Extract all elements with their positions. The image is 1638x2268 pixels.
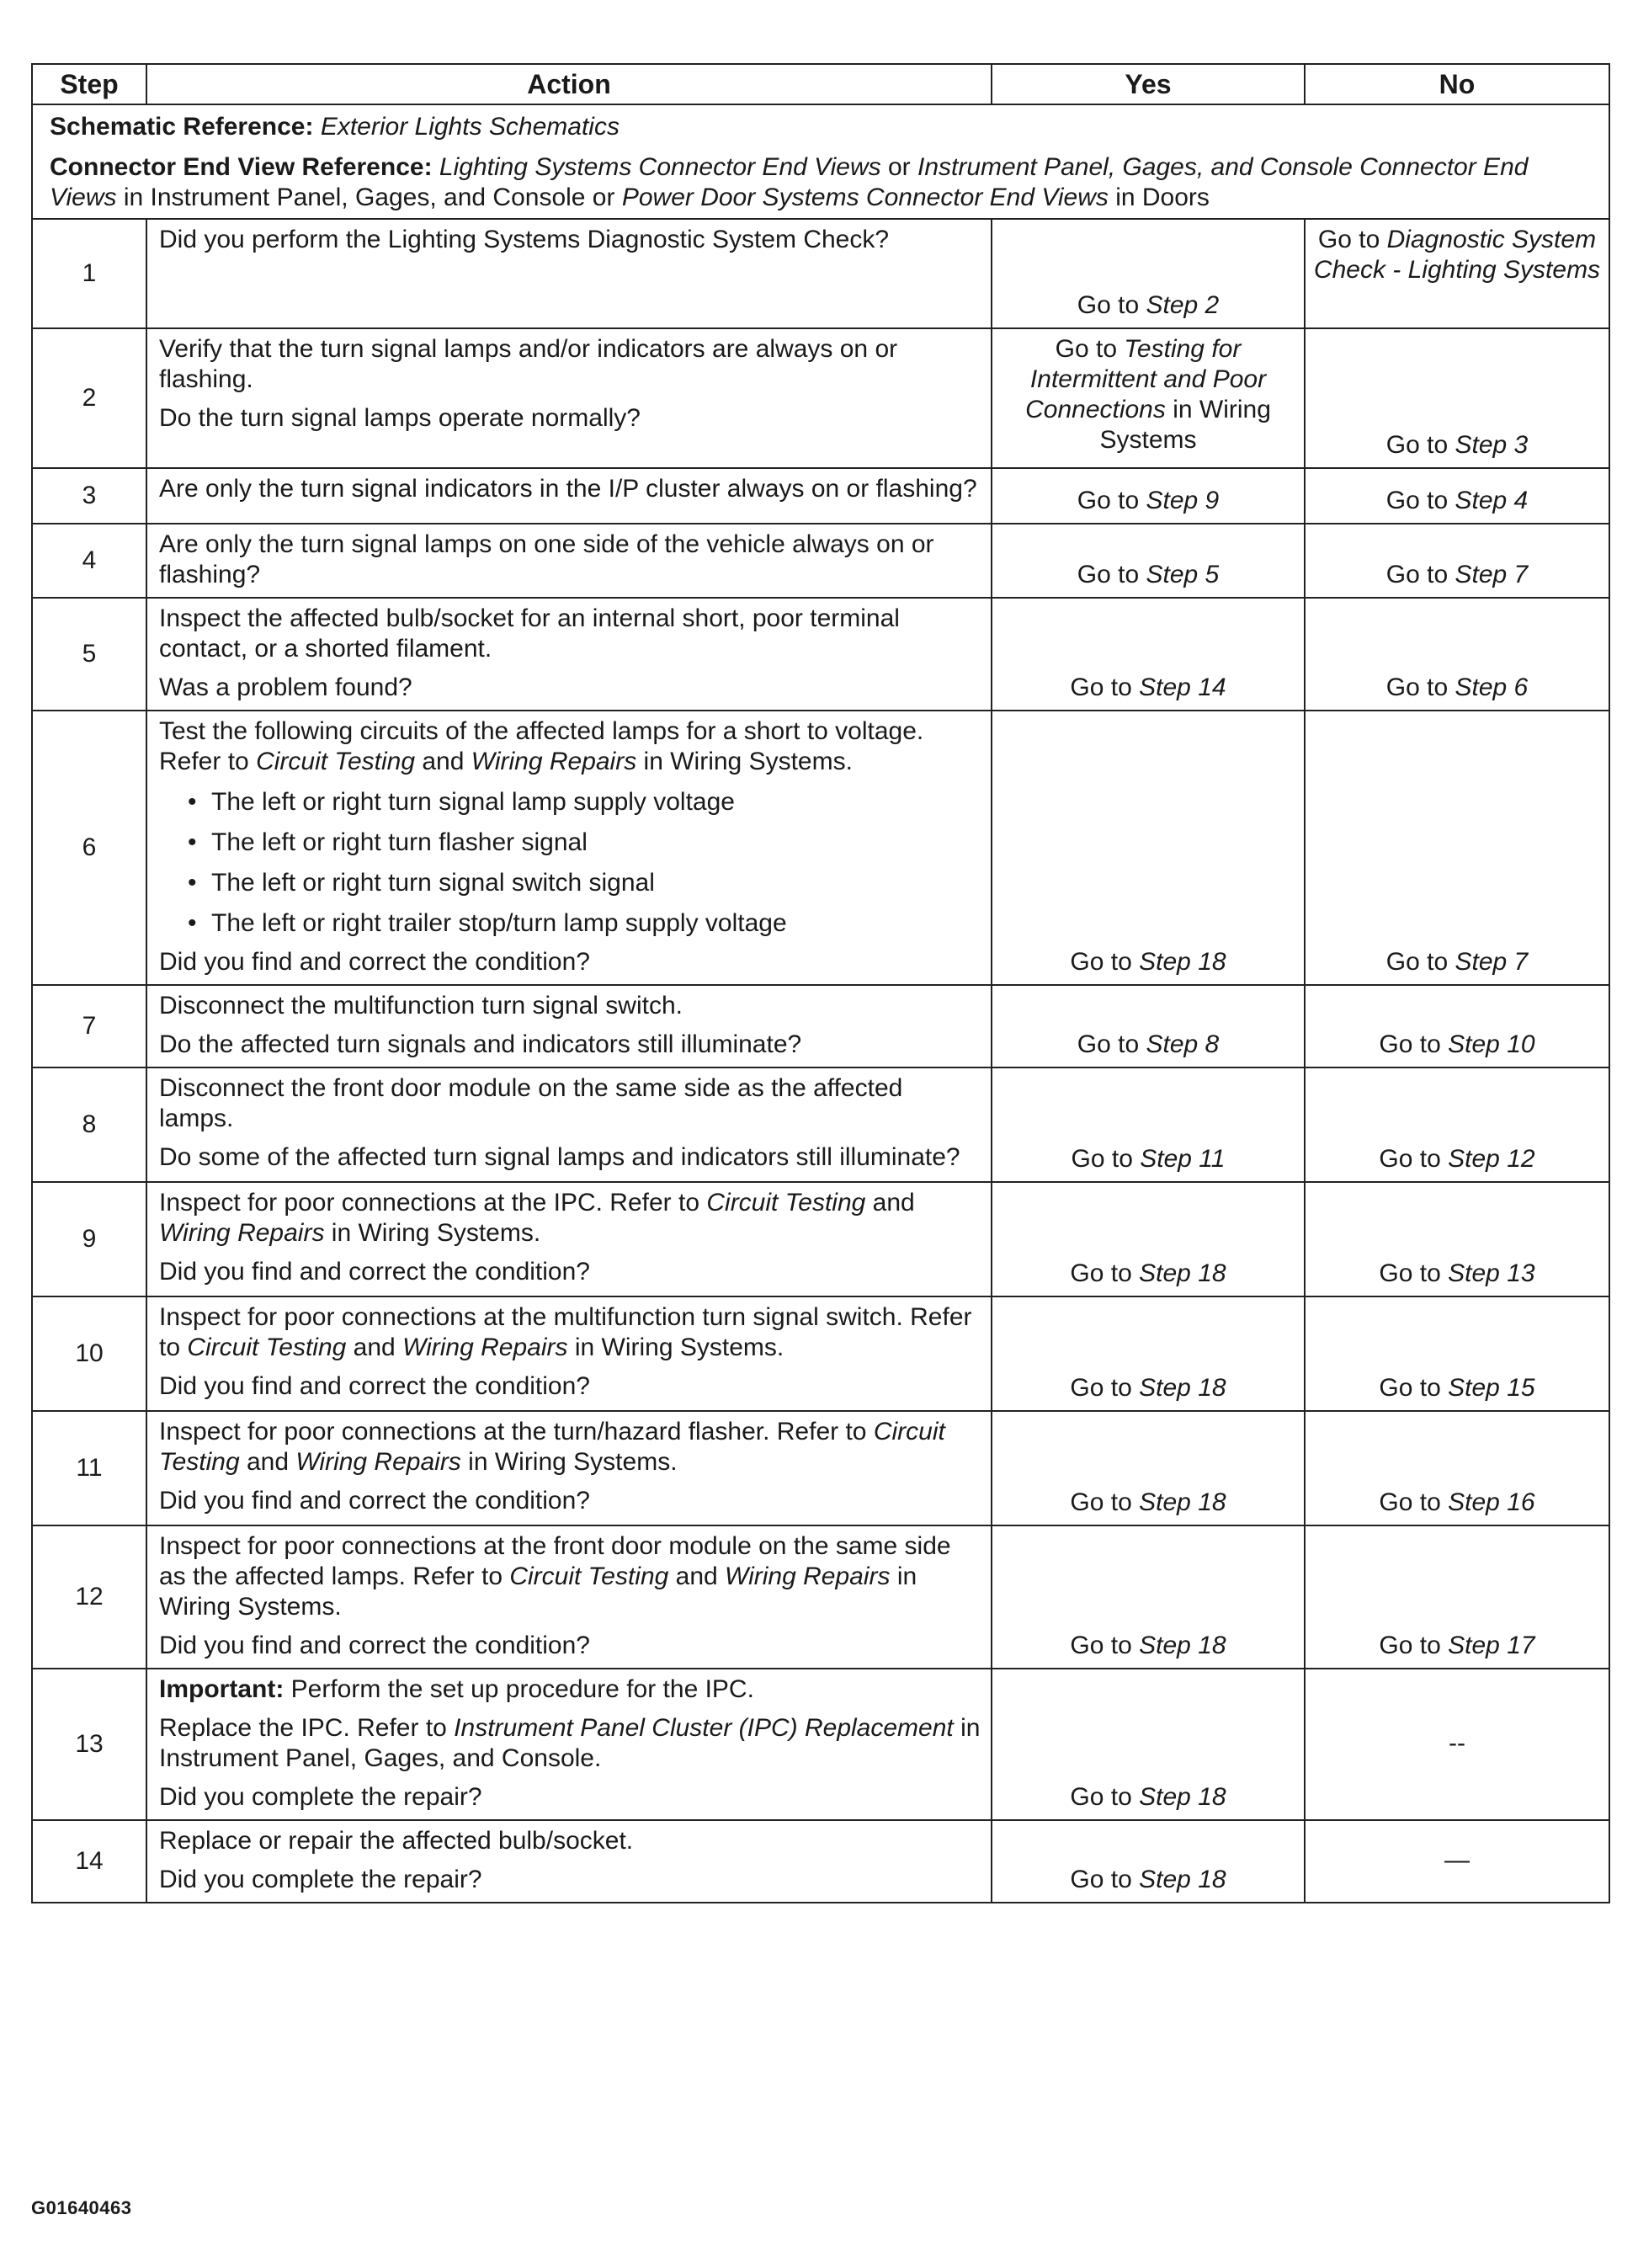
text-run: Go to — [1379, 1145, 1449, 1173]
text-run: Step 5 — [1146, 561, 1220, 588]
text-run: Disconnect the multifunction turn signal switch. — [159, 992, 683, 1020]
text-run: in Instrument Panel, Gages, and Console. — [159, 1714, 981, 1772]
no-result — [1305, 219, 1609, 328]
text-run: Step 18 — [1139, 1488, 1226, 1516]
no-result-text — [1312, 947, 1602, 977]
no-result-text — [1312, 225, 1602, 285]
yes-result-text — [999, 947, 1297, 977]
step-number: 14 — [32, 1820, 146, 1903]
bullet-item: • The left or right turn signal switch signal — [159, 868, 981, 898]
action-text — [159, 1713, 981, 1774]
action-text — [159, 604, 981, 664]
yes-result — [992, 1067, 1305, 1182]
yes-result — [992, 524, 1305, 598]
yes-result-text — [999, 334, 1297, 455]
yes-result-text — [999, 1030, 1297, 1060]
text-run: Wiring Repairs — [159, 1219, 325, 1247]
no-result — [1305, 328, 1609, 468]
action-text — [159, 225, 981, 255]
action-text — [159, 1188, 981, 1248]
step-number: 1 — [32, 219, 146, 328]
text-run: Wiring Repairs — [725, 1563, 891, 1590]
text-run: Disconnect the front door module on the same side as the affected lamps. — [159, 1074, 903, 1132]
table-row — [32, 1669, 1609, 1820]
step-number: 2 — [32, 328, 146, 468]
yes-result-text — [999, 486, 1297, 516]
no-result-text — [1312, 560, 1602, 590]
text-run: Inspect for poor connections at the IPC. Refer to — [159, 1189, 707, 1217]
text-run: Inspect for poor connections at the multifunction turn signal switch. Refer to — [159, 1303, 972, 1361]
text-run: Go to — [1379, 1259, 1449, 1287]
text-run: and — [865, 1189, 915, 1217]
text-run: Instrument Panel Cluster (IPC) Replacement — [454, 1714, 954, 1742]
no-result — [1305, 524, 1609, 598]
text-run: Inspect the affected bulb/socket for an internal short, poor terminal contact, or a shorted filament. — [159, 604, 900, 663]
no-result-text — [1312, 1845, 1602, 1876]
text-run: in Wiring Systems. — [460, 1448, 678, 1476]
yes-result — [992, 1669, 1305, 1820]
text-run: Step 7 — [1455, 948, 1529, 976]
action-text — [159, 991, 981, 1021]
text-run: Step 18 — [1139, 1632, 1226, 1659]
text-run: Did you complete the repair? — [159, 1866, 482, 1893]
text-run: Step 4 — [1455, 487, 1529, 514]
yes-result-text — [999, 1373, 1297, 1403]
text-run: Step 8 — [1146, 1030, 1220, 1058]
text-run: Go to — [1379, 1030, 1449, 1058]
no-result-text — [1312, 673, 1602, 703]
action-text — [159, 673, 981, 703]
no-result — [1305, 985, 1609, 1067]
no-result — [1305, 598, 1609, 711]
table-row — [32, 1182, 1609, 1296]
text-run: Did you complete the repair? — [159, 1783, 482, 1811]
action-text — [159, 1030, 981, 1060]
connector-reference — [50, 152, 1592, 213]
text-run: Step 13 — [1448, 1259, 1535, 1287]
text-run: Go to — [1070, 1374, 1140, 1402]
step-number: 9 — [32, 1182, 146, 1296]
header-action: Action — [146, 64, 992, 104]
action-cell — [146, 1411, 992, 1525]
yes-result-text — [999, 673, 1297, 703]
action-text — [159, 334, 981, 395]
text-run: Did you find and correct the condition? — [159, 1372, 590, 1400]
text-run: Step 10 — [1448, 1030, 1535, 1058]
action-text — [159, 530, 981, 590]
no-result-text — [1312, 1728, 1602, 1759]
text-run: Wiring Repairs — [471, 748, 637, 775]
text-run: in Wiring Systems — [1099, 396, 1271, 454]
action-cell — [146, 598, 992, 711]
action-text — [159, 1531, 981, 1622]
no-result-text — [1312, 1631, 1602, 1661]
yes-result-text — [999, 290, 1297, 321]
text-run: Go to — [1379, 1632, 1449, 1659]
text-run: Instrument Panel, Gages, and Console Connector End Views — [50, 153, 1529, 211]
text-run: Wiring Repairs — [295, 1448, 461, 1476]
text-run: and — [239, 1448, 296, 1476]
action-cell — [146, 985, 992, 1067]
text-run: Step 6 — [1455, 673, 1529, 701]
bullet-item: • The left or right turn flasher signal — [159, 828, 981, 858]
no-result-text — [1312, 1259, 1602, 1289]
action-text — [159, 1782, 981, 1813]
text-run: Was a problem found? — [159, 673, 412, 701]
no-result-text — [1312, 1373, 1602, 1403]
no-result-text — [1312, 1488, 1602, 1518]
header-yes: Yes — [992, 64, 1305, 104]
text-run: Go to — [1385, 673, 1455, 701]
yes-result-text — [999, 1865, 1297, 1895]
no-result-text — [1312, 430, 1602, 461]
text-run: Did you find and correct the condition? — [159, 1487, 590, 1515]
action-cell — [146, 1820, 992, 1903]
text-run: Do some of the affected turn signal lamps and indicators still illuminate? — [159, 1143, 960, 1171]
text-run: Step 11 — [1140, 1145, 1226, 1173]
text-run: in Wiring Systems. — [636, 748, 853, 775]
text-run: Go to — [1385, 487, 1455, 514]
action-text — [159, 1257, 981, 1287]
header-no: No — [1305, 64, 1609, 104]
text-run: Step 18 — [1139, 1783, 1226, 1811]
action-text — [159, 1486, 981, 1516]
no-result — [1305, 1820, 1609, 1903]
text-run: Are only the turn signal indicators in the I/P cluster always on or flashing? — [159, 475, 977, 503]
table-row — [32, 985, 1609, 1067]
yes-result-text — [999, 1782, 1297, 1813]
yes-result — [992, 468, 1305, 524]
action-cell — [146, 524, 992, 598]
yes-result — [992, 328, 1305, 468]
text-run: Step 3 — [1455, 431, 1529, 459]
text-run: Step 18 — [1139, 1374, 1226, 1402]
reference-row — [32, 104, 1609, 219]
yes-result-text — [999, 1144, 1297, 1174]
text-run: in Wiring Systems. — [567, 1334, 784, 1361]
text-run: Did you find and correct the condition? — [159, 1632, 590, 1659]
diagnostic-table — [31, 63, 1610, 1903]
text-run: Replace the IPC. Refer to — [159, 1714, 455, 1742]
table-row — [32, 1525, 1609, 1669]
action-cell — [146, 1525, 992, 1669]
text-run: Testing for Intermittent and Poor Connections — [1025, 335, 1267, 423]
text-run: Step 16 — [1448, 1488, 1535, 1516]
text-run: Step 9 — [1146, 487, 1220, 514]
table-row — [32, 1820, 1609, 1903]
bullet-item: • The left or right trailer stop/turn lamp supply voltage — [159, 908, 981, 939]
bullet-item: • The left or right turn signal lamp supply voltage — [159, 787, 981, 817]
no-result — [1305, 1411, 1609, 1525]
text-run: Step 17 — [1448, 1632, 1535, 1659]
table-row — [32, 468, 1609, 524]
yes-result — [992, 219, 1305, 328]
step-number: 8 — [32, 1067, 146, 1182]
text-run: and — [415, 748, 471, 775]
yes-result-text — [999, 1631, 1297, 1661]
no-result-text — [1312, 1030, 1602, 1060]
table-row — [32, 711, 1609, 985]
action-text — [159, 1631, 981, 1661]
no-result-text — [1312, 1144, 1602, 1174]
text-run: Go to — [1385, 948, 1455, 976]
step-number: 4 — [32, 524, 146, 598]
action-cell — [146, 1182, 992, 1296]
text-run: Go to — [1077, 487, 1146, 514]
action-cell — [146, 328, 992, 468]
reference-cell — [32, 104, 1609, 219]
text-run: Step 15 — [1448, 1374, 1535, 1402]
header-step: Step — [32, 64, 146, 104]
table-row — [32, 1411, 1609, 1525]
schematic-reference-label: Schematic Reference: — [50, 113, 314, 141]
text-run: Power Door Systems Connector End Views — [621, 184, 1109, 211]
text-run: Go to — [1379, 1488, 1449, 1516]
text-run: in Doors — [1108, 184, 1210, 211]
no-result-text — [1312, 486, 1602, 516]
no-result — [1305, 1182, 1609, 1296]
text-run: Circuit Testing — [187, 1334, 347, 1361]
action-text — [159, 474, 981, 504]
yes-result — [992, 711, 1305, 985]
text-run: Go to — [1070, 1632, 1140, 1659]
text-run: Circuit Testing — [706, 1189, 866, 1217]
action-text — [159, 403, 981, 434]
action-text — [159, 1073, 981, 1134]
no-result — [1305, 1296, 1609, 1411]
text-run: Inspect for poor connections at the front door module on the same side as the affected lamps. Refer to — [159, 1532, 951, 1590]
yes-result-text — [999, 1259, 1297, 1289]
text-run: Go to — [1317, 226, 1387, 253]
yes-result-text — [999, 560, 1297, 590]
text-run: Go to — [1070, 1866, 1140, 1893]
table-row — [32, 524, 1609, 598]
text-run: Step 2 — [1146, 291, 1220, 319]
text-run: Go to — [1070, 948, 1140, 976]
text-run: Go to — [1070, 1783, 1140, 1811]
step-number: 5 — [32, 598, 146, 711]
no-result — [1305, 711, 1609, 985]
action-text — [159, 1371, 981, 1402]
text-run: Go to — [1055, 335, 1125, 363]
text-run: Diagnostic System Check - Lighting Systems — [1313, 226, 1601, 284]
action-text — [159, 1302, 981, 1363]
text-run: Go to — [1385, 431, 1455, 459]
yes-result — [992, 598, 1305, 711]
text-run: Step 14 — [1139, 673, 1226, 701]
yes-result-text — [999, 1488, 1297, 1518]
text-run: Are only the turn signal lamps on one side of the vehicle always on or flashing? — [159, 530, 934, 588]
text-run: Step 18 — [1139, 1259, 1226, 1287]
action-text — [159, 947, 981, 977]
schematic-reference-value: Exterior Lights Schematics — [320, 113, 620, 141]
text-run: Go to — [1071, 1145, 1141, 1173]
text-run: Inspect for poor connections at the turn/hazard flasher. Refer to — [159, 1418, 874, 1445]
text-run: Test the following circuits of the affected lamps for a short to voltage. Refer to — [159, 717, 924, 775]
action-text — [159, 716, 981, 777]
text-run: or — [880, 153, 917, 181]
step-number: 12 — [32, 1525, 146, 1669]
table-row — [32, 598, 1609, 711]
text-run: Replace or repair the affected bulb/socket. — [159, 1827, 634, 1855]
text-run: in Wiring Systems. — [159, 1563, 917, 1621]
text-run: Go to — [1077, 561, 1146, 588]
step-number: 11 — [32, 1411, 146, 1525]
text-run: Important: — [159, 1675, 285, 1703]
text-run: Go to — [1070, 673, 1140, 701]
text-run: Circuit Testing — [256, 748, 416, 775]
yes-result — [992, 1296, 1305, 1411]
yes-result — [992, 1525, 1305, 1669]
text-run: Wiring Repairs — [402, 1334, 568, 1361]
table-row — [32, 219, 1609, 328]
text-run: -- — [1449, 1729, 1465, 1757]
action-text — [159, 1826, 981, 1856]
text-run: and — [346, 1334, 403, 1361]
text-run: Did you find and correct the condition? — [159, 1258, 590, 1286]
text-run: and — [668, 1563, 726, 1590]
text-run: Go to — [1379, 1374, 1449, 1402]
action-cell — [146, 1296, 992, 1411]
connector-reference-label: Connector End View Reference: — [50, 153, 433, 181]
bullet-list — [159, 787, 981, 939]
yes-result — [992, 985, 1305, 1067]
text-run: Go to — [1077, 1030, 1146, 1058]
no-result — [1305, 1525, 1609, 1669]
text-run: Did you perform the Lighting Systems Diagnostic System Check? — [159, 226, 890, 253]
text-run: Lighting Systems Connector End Views — [439, 153, 881, 181]
text-run: Did you find and correct the condition? — [159, 948, 590, 976]
text-run: Step 12 — [1448, 1145, 1535, 1173]
text-run: in Wiring Systems. — [324, 1219, 541, 1247]
text-run: Go to — [1385, 561, 1455, 588]
table-body — [32, 104, 1609, 1903]
step-number: 7 — [32, 985, 146, 1067]
action-cell — [146, 711, 992, 985]
table-row — [32, 1067, 1609, 1182]
action-text — [159, 1417, 981, 1477]
yes-result — [992, 1182, 1305, 1296]
schematic-reference — [50, 112, 1592, 142]
step-number: 3 — [32, 468, 146, 524]
step-number: 10 — [32, 1296, 146, 1411]
table-row — [32, 328, 1609, 468]
action-cell — [146, 468, 992, 524]
text-run: — — [1444, 1846, 1470, 1874]
text-run: Do the affected turn signals and indicators still illuminate? — [159, 1030, 802, 1058]
text-run: Step 18 — [1139, 1866, 1226, 1893]
table-row — [32, 1296, 1609, 1411]
step-number: 13 — [32, 1669, 146, 1820]
action-cell — [146, 1067, 992, 1182]
action-cell — [146, 1669, 992, 1820]
action-text — [159, 1865, 981, 1895]
text-run: in Instrument Panel, Gages, and Console or — [116, 184, 622, 211]
no-result — [1305, 468, 1609, 524]
action-cell — [146, 219, 992, 328]
yes-result — [992, 1411, 1305, 1525]
action-text — [159, 1142, 981, 1173]
text-run: Go to — [1070, 1488, 1140, 1516]
text-run: Perform the set up procedure for the IPC. — [284, 1675, 754, 1703]
no-result — [1305, 1669, 1609, 1820]
text-run: Go to — [1077, 291, 1146, 319]
header-row — [32, 64, 1609, 104]
no-result — [1305, 1067, 1609, 1182]
action-text — [159, 1674, 981, 1705]
text-run: Step 7 — [1455, 561, 1529, 588]
text-run: Verify that the turn signal lamps and/or indicators are always on or flashing. — [159, 335, 898, 393]
text-run: Circuit Testing — [159, 1418, 945, 1476]
text-run: Step 18 — [1139, 948, 1226, 976]
step-number: 6 — [32, 711, 146, 985]
text-run: Go to — [1070, 1259, 1140, 1287]
text-run: Do the turn signal lamps operate normally? — [159, 404, 641, 432]
text-run: Circuit Testing — [509, 1563, 669, 1590]
figure-code: G01640463 — [31, 2197, 132, 2218]
yes-result — [992, 1820, 1305, 1903]
